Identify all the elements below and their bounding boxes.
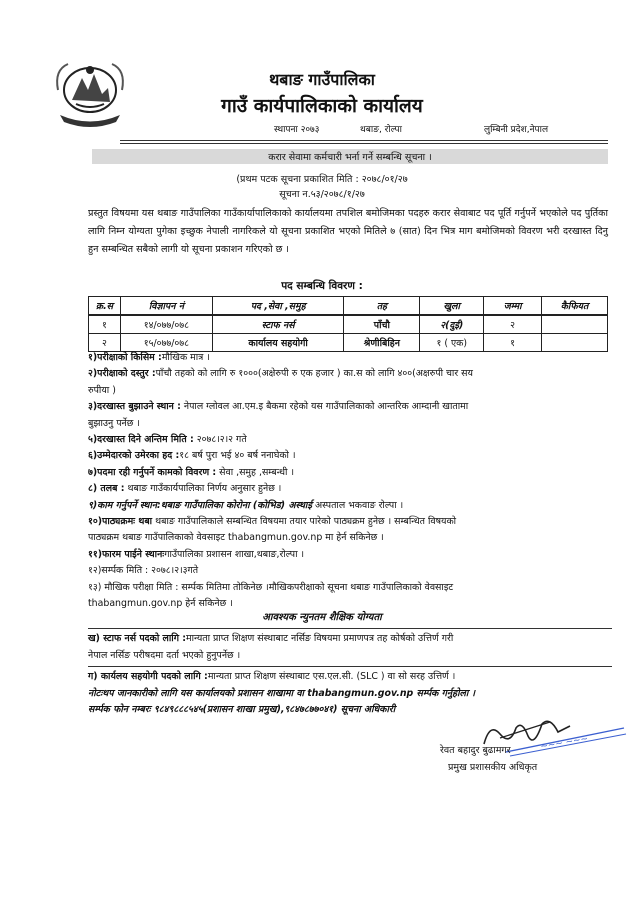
item-continuation: नेपाल नर्सिङ परीषदमा दर्ता भएको हुनुपर्नेछ । (88, 649, 241, 661)
office-stamp (500, 722, 630, 758)
table-header-row (89, 297, 608, 316)
item-text: अस्पताल भकवाङ रोल्पा । (314, 499, 404, 511)
section-title: पद सम्बन्धि विवरण : (281, 280, 363, 292)
table-cell (542, 334, 608, 352)
list-item (88, 465, 612, 481)
list-item: १२)सर्म्पक मिति : २०७८।२।३गते (88, 565, 199, 577)
table-header-cell: जम्मा (484, 297, 542, 316)
list-item (88, 366, 612, 382)
item-text: मान्यता प्राप्त शिक्षण संस्थाबाट एस.एल.सी. (SLC ) वा सो सरह उत्तिर्ण । (207, 671, 456, 682)
notice-banner: करार सेवामा कर्मचारी भर्ना गर्ने सम्बन्धि सूचना । (268, 152, 432, 163)
table-header-cell: कैफियत (542, 297, 608, 316)
qualification-divider (88, 628, 612, 629)
item-text: मान्यता प्राप्त शिक्षण संस्थाबाट नर्सिङ विषयमा प्रमाणपत्र तह कोर्षको उत्तिर्ण गरी (186, 633, 454, 644)
item-label: ६)उम्मेदारको उमेरका हद : (88, 450, 180, 462)
table-cell: १ ( एक) (420, 334, 484, 352)
item-label: ७)पदमा रही गर्नुपर्ने कामको विवरण : (88, 466, 217, 478)
table-row (89, 315, 608, 334)
item-text: थबाङ गाउँकार्यपालिका निर्णय अनुसार हुनेछ । (127, 483, 282, 495)
table-cell: पाँचौ (344, 315, 420, 334)
item-label: ५)दरखास्त दिने अन्तिम मिति : (88, 434, 194, 446)
signatory-name: रेवत बहादुर बुढामगर (440, 745, 511, 756)
list-item (88, 432, 612, 448)
header-divider (120, 140, 608, 141)
table-header-cell: पद ,सेवा ,समुह (212, 297, 344, 316)
table-cell (542, 315, 608, 334)
table-header-cell: तह (344, 297, 420, 316)
item-continuation: रुपीया ) (88, 384, 116, 396)
table-cell: स्टाफ नर्स (212, 315, 344, 334)
item-label: ९)काम गर्नुपर्ने स्थान:थबाङ गाउँपालिका कोरोना (कोभिड) अस्थाई (88, 499, 312, 511)
item-label: ग) कार्यलय सहयोगी पदको लागि : (88, 671, 208, 682)
table-cell: २ (484, 315, 542, 334)
list-item (88, 481, 612, 497)
table-cell: १४/०७७/०७८ (120, 315, 212, 334)
item-label: १०)पाठ्यक्रमः थबा (88, 516, 153, 528)
table-header-cell: खुला (420, 297, 484, 316)
item-continuation: thabangmun.gov.np हेर्न सकिनेछ । (88, 598, 233, 610)
svg-text:~~~ ~~~: ~~~ ~~~ (539, 734, 589, 753)
table-cell: २(दुई) (420, 315, 484, 334)
qualification-heading: आवश्यक न्युनतम शैक्षिक योग्यता (262, 612, 382, 623)
list-item (88, 350, 612, 366)
item-text: नेपाल ग्लोवल आ.एम.इ बैकमा रहेको यस गाउँपालिकाको आन्तरिक आम्दानी खातामा (183, 401, 469, 413)
header-divider-2 (120, 143, 608, 144)
table-cell: १५/०७७/०७८ (120, 334, 212, 352)
table-cell: १ (89, 315, 121, 334)
item-text: सेवा ,समुह ,सम्बन्धी । (219, 466, 295, 478)
item-label: १)परीक्षाको किसिम : (88, 352, 162, 363)
list-item (88, 448, 612, 464)
qualification-list (88, 626, 612, 719)
table-cell: श्रेणीबिहिन (344, 334, 420, 352)
location-text: थबाङ, रोल्पा (360, 125, 402, 135)
posts-table (88, 296, 608, 352)
item-label: ३)दरखास्त बुझाउने स्थान : (88, 401, 181, 413)
office-title-line1: थबाङ गाउँपालिका (269, 70, 375, 89)
list-item (88, 514, 612, 530)
notice-number: सूचना न.५३/२०७८/१/२७ (279, 189, 365, 200)
list-item: १३) मौखिक परीक्षा मिति : सर्म्पक मितिमा तोकिनेछ ।मौखिकपरीक्षाको सूचना थबाङ गाउँपालिकाको वेवसाइट (88, 581, 454, 593)
province-text: लुम्बिनी प्रदेश,नेपाल (484, 125, 549, 135)
intro-paragraph: प्रस्तुत विषयमा यस थबाङ गाउँपालिका गाउँकार्यापालिकाको कार्यालयमा तपशिल बमोजिमका पदहरु करार सेवाबाट पद पूर्ति गर्नुपर्ने भएकोले पद पुर्तिका लागि निम्न योग्यता पुगेका इच्छुक नेपाली नागरिकले यो सूचना प्रकाशित भएको मितिले ७ (सात) दिन भित्र माग बमोजिमको विवरण भरी दरखास्त दिनु हुन सम्बन्धित सबैको लागी यो सूचना प्रकाशन गरिएको छ । (88, 208, 608, 255)
table-cell: २ (89, 334, 121, 352)
item-label: २)परीक्षाको दस्तुर : (88, 368, 156, 380)
table-header-cell: क्र.स (89, 297, 121, 316)
table-cell: १ (484, 334, 542, 352)
table-header-cell: विज्ञापन नं (120, 297, 212, 316)
signatory-title: प्रमुख प्रशासकीय अधिकृत (448, 762, 538, 773)
list-item (88, 669, 612, 686)
item-label: ८) तलब : (88, 483, 125, 495)
item-text: मौखिक मात्र । (161, 352, 210, 363)
list-item (88, 631, 612, 648)
item-text: गाउँपालिका प्रशासन शाखा,थबाङ,रोल्पा । (164, 548, 305, 560)
established-text: स्थापना २०७३ (274, 125, 320, 135)
publication-date: (प्रथम पटक सूचना प्रकाशित मिति : २०७८/०१/२७ (236, 174, 408, 185)
list-item (88, 547, 612, 563)
item-text: थबाङ गाउँपालिकाले सम्बन्धित विषयमा तयार पारेको पाठ्यक्रम हुनेछ । सम्बन्धित विषयको (155, 516, 457, 528)
details-list (88, 350, 612, 613)
item-label: ख) स्टाफ नर्स पदको लागि : (88, 633, 187, 644)
table-row (89, 334, 608, 352)
qualification-divider (88, 666, 612, 667)
item-continuation: पाठ्यक्रम थबाङ गाउँपालिकाको वेवसाइट thabangmun.gov.np मा हेर्न सकिनेछ । (88, 532, 384, 544)
item-label: ११)फारम पाईने स्थानः (88, 548, 165, 560)
item-text: १८ बर्ष पुरा भई ४० बर्ष ननाघेको । (179, 450, 296, 462)
list-item (88, 399, 612, 415)
contact-note: नोटःथप जानकारीको लागि यस कार्यालयको प्रशासन शाखामा वा thabangmun.gov.np सर्म्पक गर्नुहोला । (88, 687, 476, 699)
list-item (88, 498, 612, 514)
table-cell: कार्यालय सहयोगी (212, 334, 344, 352)
item-text: पाँचौ तहको को लागि रु १०००(अक्षेरुपी रु एक हजार ) का.स को लागि ४००(अक्षरुपी चार सय (155, 368, 473, 380)
item-text: २०७८।२।२ गते (196, 434, 247, 446)
item-continuation: बुझाउनु पर्नेछ । (88, 417, 140, 429)
office-title-line2: गाउँ कार्यपालिकाको कार्यालय (221, 95, 423, 117)
contact-phone: सर्म्पक फोन नम्बरः ९८४९८८८५४५(प्रशासन शाखा प्रमुख),९८४७८७७०४१) सूचना अधिकारी (88, 704, 396, 715)
